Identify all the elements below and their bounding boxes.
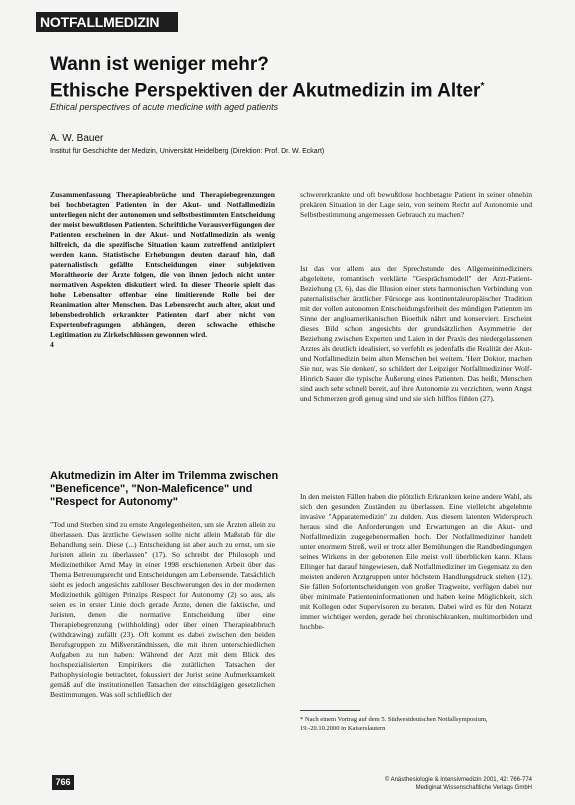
body-paragraph-left: "Tod und Sterben sind zu ernste Angelegenheiten, um sie Ärzten allein zu überlassen. Das ärztliche Gewissen sollte nicht allein Maßstab für die Behandlung sein. Diese (...) Entscheidung ist aber auch zu ernst, um sie Juristen allein zu überlassen" (17). So schreibt der Philosoph und Medizinethiker Arnd May in einer 1998 erschienenen Arbeit über das Thema Betreuungsrecht und Entscheidungen am Lebensende. Tatsächlich sieht es jedoch angesichts zahlloser Beschwerungen des in der modernen Medizinethik gültigen Prinzips Respect for Autonomy (2) so aus, als seien es in erster Linie doch gerade Ärzte, denen die faktische, und Juristen, denen die normative Entscheidung über eine Therapiebegrenzung (withholding) oder über einen Therapieabbruch (withdrawing) zufällt (23). Oft kommt es dabei zwischen den beiden Berufsgruppen zu Mißverständnissen, die mit ihren unterschiedlichen Aufgaben zu tun haben: Während der Arzt mit dem Blick des hochspezialisierten Empirikers die zutätlichen Tatsachen der Pathophysiologie betrachtet, fokussiert der Jurist seine Aufmerksamkeit gemäß auf die institutionellen Tatsachen der einschlägigen gesetzlichen Bestimmungen. Was soll schließlich der <box>50 520 275 699</box>
journal-line-2: Mediginat Wissenschaftliche Verlags GmbH <box>415 785 532 791</box>
journal-line-1: © Anästhesiologie & Intensivmedizin 2001, 42: 766-774 <box>384 777 532 783</box>
article-title <box>50 54 550 102</box>
author-name: A. W. Bauer <box>50 133 104 144</box>
abstract-text: Zusammenfassung Therapieabbrüche und Therapiebegrenzungen bei hochbetagten Patienten in der Akut- und Notfallmedizin unterliegen nicht der autonomen und selbstbestimmten Entscheidung der meist bewußtlosen Patienten. Schriftliche Vorausverfügungen der Patienten erscheinen in der Akut- und Notfallmedizin als wenig hilfreich, da die spezifische Situation kaum zutreffend antizipiert werden kann. Statistische Erhebungen deuten darauf hin, daß paternalistisch gefällte Entscheidungen einer subjektiven Moraltheorie der Ärzte folgen, die von ihnen jedoch nicht unter normativen Aspekten diskutiert wird. In dieser Theorie spielt das hohe Lebensalter offenbar eine limitierende Rolle bei der Reanimation alter Menschen. Das Lebensrecht auch alter, akut und lebensbedrohlich erkrankter Patienten darf aber nicht von Expertenbefragungen abhängen, deren schwache ethische Legitimation zu Zirkelschlüssen gewonnen wird. <box>50 190 275 339</box>
section-banner: NOTFALLMEDIZIN <box>36 12 178 32</box>
author-institution: Institut für Geschichte der Medizin, Universität Heidelberg (Direktion: Prof. Dr. W. Eckart) <box>50 148 325 155</box>
page-number: 766 <box>52 775 74 790</box>
title-footnote-mark: * <box>480 81 485 92</box>
title-line-2 <box>50 76 550 102</box>
section-heading: Akutmedizin im Alter im Trilemma zwischen "Beneficence", "Non-Maleficence" und "Respect for Autonomy" <box>50 470 279 508</box>
body-paragraph-right-3: In den meisten Fällen haben die plötzlich Erkrankten keine andere Wahl, als sich den gesunden Zuständen zu überlassen. Eine vielleicht abgelehnte invasive "Apparatemedizin" zu dulden. Aus diesem latenten Widerspruch heraus sind die Anforderungen und Erwartungen an die Akut- und Notfallmedizin zugegebenermaßen hoch. Der Notfallmediziner handelt unter enormem Streß, weil er trotz aller Bemühungen die Randbedingungen seines Wirkens in der gebotenen Eile meist voll überblicken kann. Klaus Ellinger hat darauf hingewiesen, daß Notfallmediziner im Gegensatz zu den meisten anderen Arztgruppen unter höchstem Handlungsdruck stehen (12). Sie fällen Sofortentscheidungen von großer Tragweite, verfügen dabei nur über minimale Patienteninformationen und haben keine Möglichkeit, sich mit Kollegen oder Supervisoren zu beraten. Dabei wird es für den Notarzt immer wichtiger werden, gerade bei chronischkranken, multimorbiden und hochbe- <box>300 492 532 631</box>
body-paragraph-right-2: Ist das vor allem aus der Sprechstunde des Allgemeinmediziners abgeleitete, romantisch verklärte "Gesprächsmodell" der Arzt-Patient-Beziehung (3, 6), das die Illusion einer stets harmonischen Verbindung von paternalistischer ärztlicher Fürsorge aus kontinentaleuropäischer Tradition mit der vollen autonomen Entscheidungsfreiheit des mündigen Patienten im Sinne der angloamerikanischen Bioethik nährt und konserviert. Erscheint dieses Bild schon angesichts der grundsätzlichen Asymmetrie der Beziehung zwischen Experten und Laien in der Praxis des niedergelassenen Arztes als deutlich idealisiert, so verfehlt es jedenfalls die Realität der Akut- und Notfallmedizin beim alten Menschen bei weitem. 'Herr Doktor, machen Sie nur, was Sie denken', so schildert der Leipziger Notfallmediziner Wolf-Hinrich Sauer die typische Äußerung eines Patienten. Das heißt, Menschen sind auch sehr schnell bereit, auf ihre Autonomie zu verzichten, wenn Angst und Schmerzen groß genug sind und sie sich hilflos fühlen (27). <box>300 264 532 403</box>
footnote-rule <box>300 710 360 711</box>
title-line-2-text: Ethische Perspektiven der Akutmedizin im Alter <box>50 80 481 102</box>
article-subtitle: Ethical perspectives of acute medicine with aged patients <box>50 102 279 112</box>
abstract <box>50 190 275 350</box>
journal-citation <box>332 776 532 792</box>
body-paragraph-right-1: schwererkrankte und oft bewußtlose hochbetagte Patient in seiner ohnehin prekären Situation in der Lage sein, von seinem Recht auf Autonomie und Selbstbestimmung angemessen Gebrauch zu machen? <box>300 190 532 219</box>
abstract-end-mark: 4 <box>50 340 54 349</box>
title-line-1: Wann ist weniger mehr? <box>50 54 269 75</box>
footnote: * Nach einem Vortrag auf dem 5. Südwestdeutschen Notfallsymposium, 19.-20.10.2000 in Kaiserslautern <box>300 716 488 732</box>
